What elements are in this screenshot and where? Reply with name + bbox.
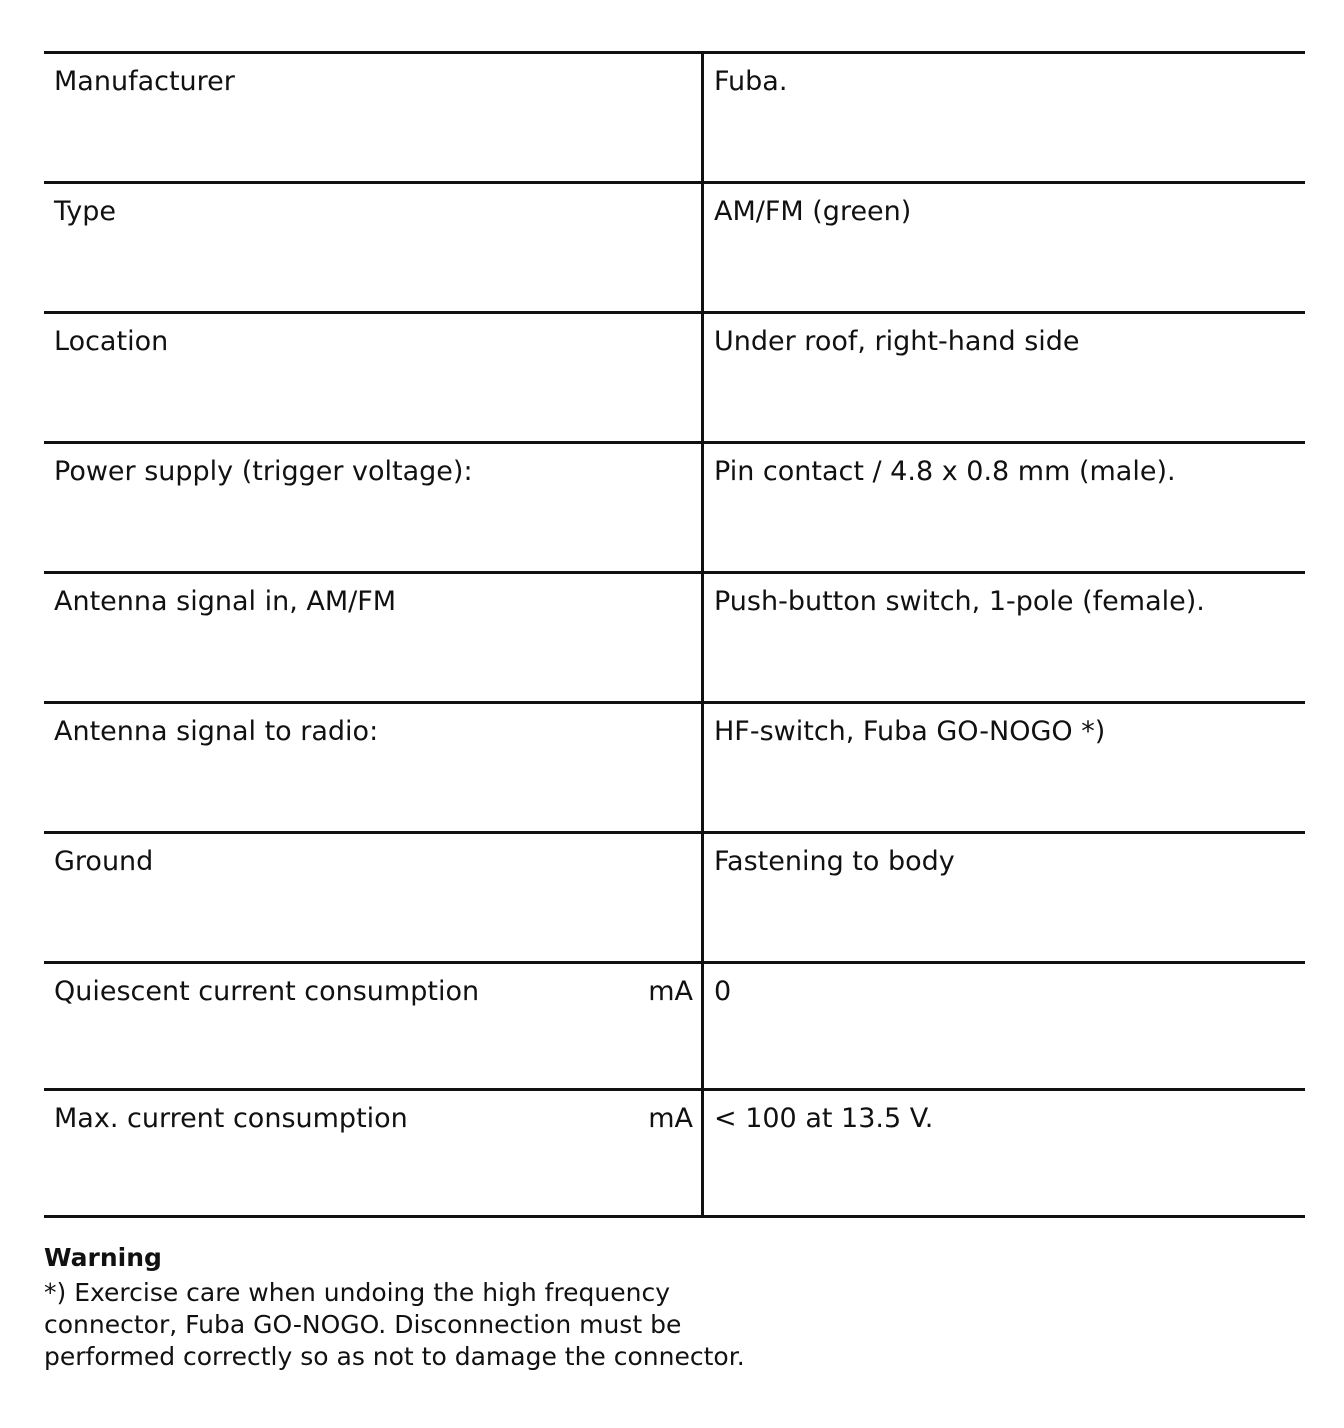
spec-value: Fuba. bbox=[714, 66, 788, 97]
spec-label-text: Type bbox=[54, 196, 117, 227]
spec-label bbox=[44, 444, 704, 571]
spec-row-quiescent-current bbox=[44, 964, 1305, 1091]
spec-value: AM/FM (green) bbox=[714, 196, 912, 227]
spec-value: HF-switch, Fuba GO-NOGO *) bbox=[714, 716, 1106, 747]
spec-value: < 100 at 13.5 V. bbox=[714, 1103, 934, 1134]
spec-label bbox=[44, 704, 704, 831]
warning-text bbox=[44, 1277, 824, 1373]
spec-value: Fastening to body bbox=[714, 846, 955, 877]
spec-label bbox=[44, 964, 704, 1088]
spec-row-ground bbox=[44, 834, 1305, 964]
spec-table bbox=[44, 51, 1305, 1218]
spec-row-type bbox=[44, 184, 1305, 314]
spec-value: Push-button switch, 1-pole (female). bbox=[714, 586, 1205, 617]
warning-line: connector, Fuba GO-NOGO. Disconnection must be bbox=[44, 1310, 682, 1339]
spec-label-text: Antenna signal to radio: bbox=[54, 716, 379, 747]
spec-unit: mA bbox=[648, 976, 693, 1007]
spec-label bbox=[44, 314, 704, 441]
spec-value: 0 bbox=[714, 976, 732, 1007]
spec-label-text: Power supply (trigger voltage): bbox=[54, 456, 473, 487]
spec-label bbox=[44, 574, 704, 701]
spec-label bbox=[44, 184, 704, 311]
spec-row-max-current bbox=[44, 1091, 1305, 1218]
spec-row-manufacturer bbox=[44, 54, 1305, 184]
spec-label bbox=[44, 1091, 704, 1215]
spec-label-text: Ground bbox=[54, 846, 154, 877]
spec-label-text: Max. current consumption bbox=[54, 1103, 408, 1134]
spec-label-text: Quiescent current consumption bbox=[54, 976, 480, 1007]
spec-unit: mA bbox=[648, 1103, 693, 1134]
spec-label-text: Location bbox=[54, 326, 169, 357]
spec-label bbox=[44, 54, 704, 181]
spec-row-power-supply bbox=[44, 444, 1305, 574]
spec-value: Under roof, right-hand side bbox=[714, 326, 1080, 357]
warning-line: performed correctly so as not to damage the connector. bbox=[44, 1342, 745, 1371]
spec-row-antenna-signal-to-radio bbox=[44, 704, 1305, 834]
warning-title: Warning bbox=[44, 1243, 162, 1272]
spec-value: Pin contact / 4.8 x 0.8 mm (male). bbox=[714, 456, 1176, 487]
spec-label-text: Manufacturer bbox=[54, 66, 235, 97]
spec-label-text: Antenna signal in, AM/FM bbox=[54, 586, 397, 617]
warning-line: *) Exercise care when undoing the high frequency bbox=[44, 1278, 671, 1307]
spec-label bbox=[44, 834, 704, 961]
warning-note bbox=[44, 1241, 824, 1373]
spec-row-antenna-signal-in bbox=[44, 574, 1305, 704]
spec-row-location bbox=[44, 314, 1305, 444]
